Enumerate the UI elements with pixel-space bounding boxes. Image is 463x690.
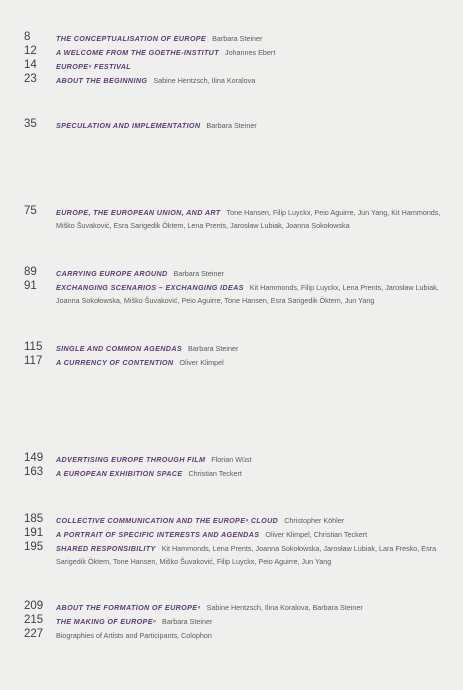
toc-group — [0, 205, 463, 232]
entry-authors: Barbara Steiner — [162, 617, 213, 626]
toc-entry — [0, 527, 463, 541]
toc-group — [0, 600, 463, 642]
page-number: 185 — [24, 513, 44, 525]
toc-entry — [0, 541, 463, 568]
toc-group — [0, 513, 463, 568]
entry-authors: Sabine Hentzsch, Ilina Koralova, Barbara Steiner — [206, 603, 363, 612]
entry-title: COLLECTIVE COMMUNICATION AND THE EUROPEⁿ CLOUD — [56, 516, 279, 525]
entry-authors: Barbara Steiner — [173, 269, 224, 278]
page-number: 12 — [24, 45, 37, 57]
page-number: 91 — [24, 280, 37, 292]
page-number: 195 — [24, 541, 44, 553]
entry-title: SINGLE AND COMMON AGENDAS — [56, 344, 183, 353]
entry-authors: Tone Hansen, Filip Luyckx, Peio Aguirre, Jun Yang, Kit Hammonds, Miško Šuvaković, Esra Sarigedik Öktem, Lena Prents, Jarosław Lubiak, Joanna Sokołowska — [56, 208, 441, 230]
entry-title: A PORTRAIT OF SPECIFIC INTERESTS AND AGENDAS — [56, 530, 260, 539]
toc-entry — [0, 452, 463, 466]
toc-group — [0, 452, 463, 480]
entry-title: A CURRENCY OF CONTENTION — [56, 358, 174, 367]
toc-entry — [0, 266, 463, 280]
toc-entry — [0, 280, 463, 307]
toc-entry — [0, 205, 463, 232]
toc-entry — [0, 31, 463, 45]
toc-entry — [0, 513, 463, 527]
entry-title: EUROPEⁿ FESTIVAL — [56, 62, 132, 71]
entry-authors: Sabine Hentzsch, Ilina Koralova — [153, 76, 256, 85]
toc-entry — [0, 341, 463, 355]
entry-authors: Christian Teckert — [188, 469, 242, 478]
entry-title: ABOUT THE BEGINNING — [56, 76, 148, 85]
toc-entry — [0, 614, 463, 628]
entry-title: SHARED RESPONSIBILITY — [56, 544, 156, 553]
entry-title: EXCHANGING SCENARIOS – EXCHANGING IDEAS — [56, 283, 244, 292]
page-number: 8 — [24, 31, 31, 43]
entry-authors: Christopher Köhler — [284, 516, 345, 525]
entry-title: SPECULATION AND IMPLEMENTATION — [56, 121, 201, 130]
toc-entry — [0, 355, 463, 369]
page-number: 117 — [24, 355, 43, 367]
page-number: 149 — [24, 452, 44, 464]
entry-authors: Oliver Klimpel — [179, 358, 224, 367]
toc-group — [0, 341, 463, 369]
toc-entry — [0, 628, 463, 642]
entry-authors: Johannes Ebert — [224, 48, 276, 57]
page-number: 23 — [24, 73, 37, 85]
toc-group — [0, 118, 463, 132]
entry-authors: Kit Hammonds, Filip Luyckx, Lena Prents, Jarosław Lubiak, Joanna Sokołowska, Miško Šuvaković, Peio Aguirre, Tone Hansen, Esra Sarigedik Öktem, Jun Yang — [56, 283, 439, 305]
toc-group — [0, 31, 463, 87]
page-number: 75 — [24, 205, 37, 217]
entry-authors: Biographies of Artists and Participants, Colophon — [56, 631, 212, 640]
page-number: 14 — [24, 59, 37, 71]
entry-authors: Barbara Steiner — [206, 121, 257, 130]
page-number: 227 — [24, 628, 44, 640]
entry-authors: Kit Hammonds, Lena Prents, Joanna Sokołowska, Jarosław Lubiak, Lara Fresko, Esra Sarigedik Öktem, Tone Hansen, Miško Šuvaković, Filip Luyckx, Peio Aguirre, Jun Yang — [56, 544, 437, 566]
toc-entry — [0, 73, 463, 87]
entry-authors: Barbara Steiner — [188, 344, 239, 353]
toc-entry — [0, 45, 463, 59]
toc-group — [0, 266, 463, 307]
entry-authors: Barbara Steiner — [212, 34, 263, 43]
page-number: 35 — [24, 118, 37, 130]
entry-title: CARRYING EUROPE AROUND — [56, 269, 168, 278]
page-number: 191 — [24, 527, 44, 539]
entry-title: A WELCOME FROM THE GOETHE-INSTITUT — [56, 48, 219, 57]
entry-title: ADVERTISING EUROPE THROUGH FILM — [56, 455, 206, 464]
page-number: 163 — [24, 466, 44, 478]
toc-entry — [0, 59, 463, 73]
entry-authors: Florian Wüst — [211, 455, 252, 464]
page-number: 89 — [24, 266, 37, 278]
entry-title: EUROPE, THE EUROPEAN UNION, AND ART — [56, 208, 221, 217]
entry-title: A EUROPEAN EXHIBITION SPACE — [56, 469, 183, 478]
entry-title: ABOUT THE FORMATION OF EUROPEⁿ — [56, 603, 201, 612]
page-number: 115 — [24, 341, 43, 353]
entry-title: THE CONCEPTUALISATION OF EUROPE — [56, 34, 207, 43]
entry-title: THE MAKING OF EUROPEⁿ — [56, 617, 157, 626]
toc-entry — [0, 118, 463, 132]
page-number: 215 — [24, 614, 44, 626]
toc-entry — [0, 600, 463, 614]
toc-entry — [0, 466, 463, 480]
page-number: 209 — [24, 600, 44, 612]
entry-authors: Oliver Klimpel, Christian Teckert — [265, 530, 368, 539]
